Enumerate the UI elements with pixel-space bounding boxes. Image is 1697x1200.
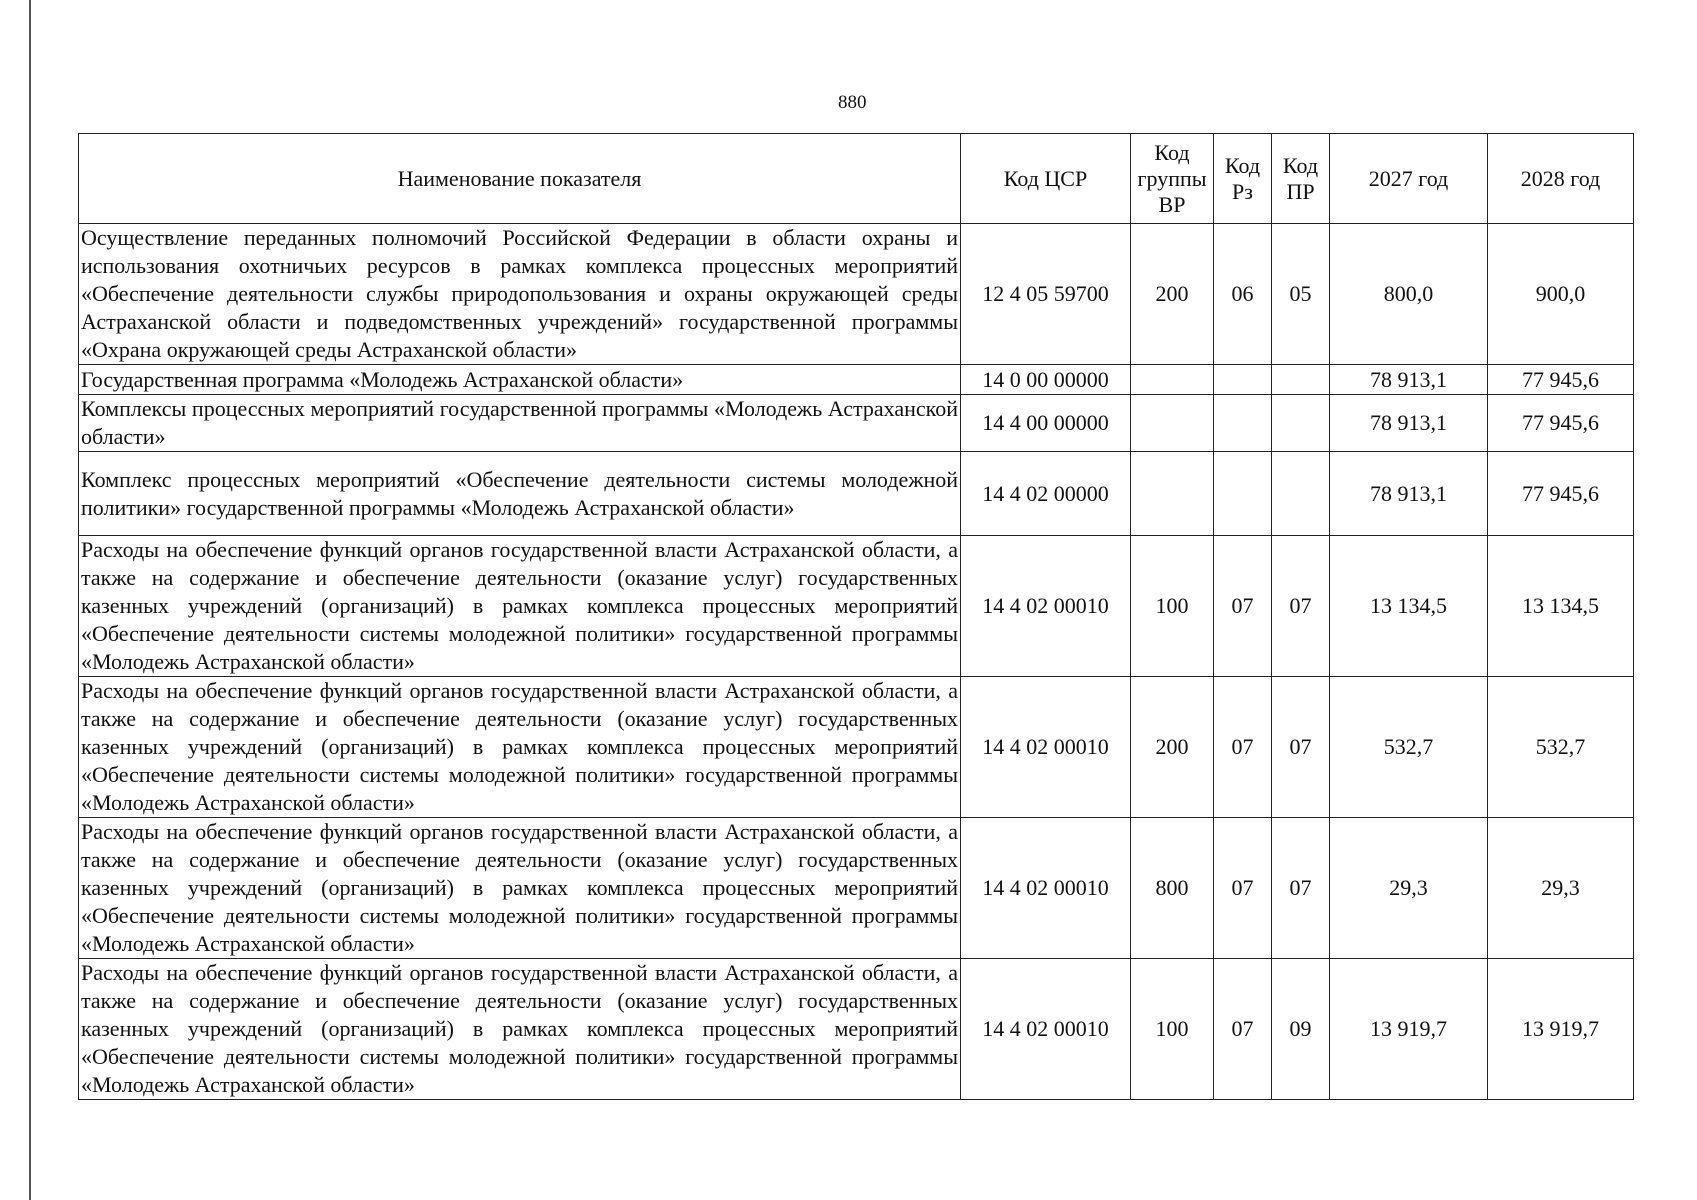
row-amount-2027: 13 134,5 bbox=[1330, 536, 1488, 677]
row-rz-code: 07 bbox=[1214, 536, 1272, 677]
row-amount-2027: 78 913,1 bbox=[1330, 452, 1488, 536]
header-vr-code: Код группы ВР bbox=[1131, 134, 1214, 224]
row-csr-code: 14 4 02 00010 bbox=[961, 959, 1131, 1100]
row-csr-code: 14 4 02 00010 bbox=[961, 536, 1131, 677]
row-vr-code: 100 bbox=[1131, 959, 1214, 1100]
row-amount-2027: 800,0 bbox=[1330, 224, 1488, 365]
row-amount-2027: 13 919,7 bbox=[1330, 959, 1488, 1100]
row-amount-2028: 532,7 bbox=[1488, 677, 1634, 818]
row-amount-2028: 900,0 bbox=[1488, 224, 1634, 365]
header-name: Наименование показателя bbox=[79, 134, 961, 224]
row-csr-code: 14 0 00 00000 bbox=[961, 365, 1131, 395]
row-rz-code bbox=[1214, 365, 1272, 395]
row-rz-code: 06 bbox=[1214, 224, 1272, 365]
row-vr-code: 100 bbox=[1131, 536, 1214, 677]
table-row bbox=[79, 452, 1634, 536]
table-header-row bbox=[79, 134, 1634, 224]
row-pr-code: 07 bbox=[1272, 677, 1330, 818]
header-year-2028: 2028 год bbox=[1488, 134, 1634, 224]
row-pr-code: 07 bbox=[1272, 818, 1330, 959]
table-row bbox=[79, 536, 1634, 677]
row-vr-code bbox=[1131, 395, 1214, 452]
row-csr-code: 14 4 02 00010 bbox=[961, 818, 1131, 959]
row-vr-code bbox=[1131, 365, 1214, 395]
row-pr-code bbox=[1272, 452, 1330, 536]
row-name: Комплексы процессных мероприятий государственной программы «Молодежь Астраханской области» bbox=[79, 395, 961, 452]
row-csr-code: 12 4 05 59700 bbox=[961, 224, 1131, 365]
row-rz-code bbox=[1214, 452, 1272, 536]
row-amount-2027: 78 913,1 bbox=[1330, 395, 1488, 452]
row-vr-code: 800 bbox=[1131, 818, 1214, 959]
row-name: Расходы на обеспечение функций органов государственной власти Астраханской области, а также на содержание и обеспечение деятельности (оказание услуг) государственных казенных учреждений (организаций) в рамках комплекса процессных мероприятий «Обеспечение деятельности системы молодежной политики» государственной программы «Молодежь Астраханской области» bbox=[79, 536, 961, 677]
row-pr-code: 09 bbox=[1272, 959, 1330, 1100]
row-amount-2028: 77 945,6 bbox=[1488, 395, 1634, 452]
row-amount-2028: 77 945,6 bbox=[1488, 452, 1634, 536]
header-pr-code: Код ПР bbox=[1272, 134, 1330, 224]
row-vr-code bbox=[1131, 452, 1214, 536]
row-amount-2027: 78 913,1 bbox=[1330, 365, 1488, 395]
binding-margin-line bbox=[29, 0, 31, 1200]
row-rz-code: 07 bbox=[1214, 677, 1272, 818]
row-amount-2027: 532,7 bbox=[1330, 677, 1488, 818]
row-name: Осуществление переданных полномочий Российской Федерации в области охраны и использования охотничьих ресурсов в рамках комплекса процессных мероприятий «Обеспечение деятельности службы природопользования и охраны окружающей среды Астраханской области и подведомственных учреждений» государственной программы «Охрана окружающей среды Астраханской области» bbox=[79, 224, 961, 365]
row-amount-2028: 29,3 bbox=[1488, 818, 1634, 959]
table-row bbox=[79, 677, 1634, 818]
row-vr-code: 200 bbox=[1131, 224, 1214, 365]
header-year-2027: 2027 год bbox=[1330, 134, 1488, 224]
row-pr-code bbox=[1272, 365, 1330, 395]
row-amount-2028: 13 134,5 bbox=[1488, 536, 1634, 677]
header-rz-code: Код Рз bbox=[1214, 134, 1272, 224]
table-row bbox=[79, 959, 1634, 1100]
row-vr-code: 200 bbox=[1131, 677, 1214, 818]
table-row bbox=[79, 395, 1634, 452]
row-amount-2028: 77 945,6 bbox=[1488, 365, 1634, 395]
row-name: Комплекс процессных мероприятий «Обеспечение деятельности системы молодежной политики» государственной программы «Молодежь Астраханской области» bbox=[79, 452, 961, 536]
header-csr-code: Код ЦСР bbox=[961, 134, 1131, 224]
table-row bbox=[79, 365, 1634, 395]
row-rz-code bbox=[1214, 395, 1272, 452]
page-number: 880 bbox=[838, 92, 867, 113]
row-name: Расходы на обеспечение функций органов государственной власти Астраханской области, а также на содержание и обеспечение деятельности (оказание услуг) государственных казенных учреждений (организаций) в рамках комплекса процессных мероприятий «Обеспечение деятельности системы молодежной политики» государственной программы «Молодежь Астраханской области» bbox=[79, 959, 961, 1100]
row-name: Расходы на обеспечение функций органов государственной власти Астраханской области, а также на содержание и обеспечение деятельности (оказание услуг) государственных казенных учреждений (организаций) в рамках комплекса процессных мероприятий «Обеспечение деятельности системы молодежной политики» государственной программы «Молодежь Астраханской области» bbox=[79, 818, 961, 959]
row-csr-code: 14 4 02 00000 bbox=[961, 452, 1131, 536]
budget-table bbox=[78, 133, 1634, 1100]
row-pr-code: 05 bbox=[1272, 224, 1330, 365]
row-pr-code: 07 bbox=[1272, 536, 1330, 677]
row-amount-2028: 13 919,7 bbox=[1488, 959, 1634, 1100]
row-csr-code: 14 4 02 00010 bbox=[961, 677, 1131, 818]
row-name: Государственная программа «Молодежь Астраханской области» bbox=[79, 365, 961, 395]
row-pr-code bbox=[1272, 395, 1330, 452]
row-rz-code: 07 bbox=[1214, 818, 1272, 959]
table-row bbox=[79, 224, 1634, 365]
table-row bbox=[79, 818, 1634, 959]
row-amount-2027: 29,3 bbox=[1330, 818, 1488, 959]
row-csr-code: 14 4 00 00000 bbox=[961, 395, 1131, 452]
row-rz-code: 07 bbox=[1214, 959, 1272, 1100]
row-name: Расходы на обеспечение функций органов государственной власти Астраханской области, а также на содержание и обеспечение деятельности (оказание услуг) государственных казенных учреждений (организаций) в рамках комплекса процессных мероприятий «Обеспечение деятельности системы молодежной политики» государственной программы «Молодежь Астраханской области» bbox=[79, 677, 961, 818]
